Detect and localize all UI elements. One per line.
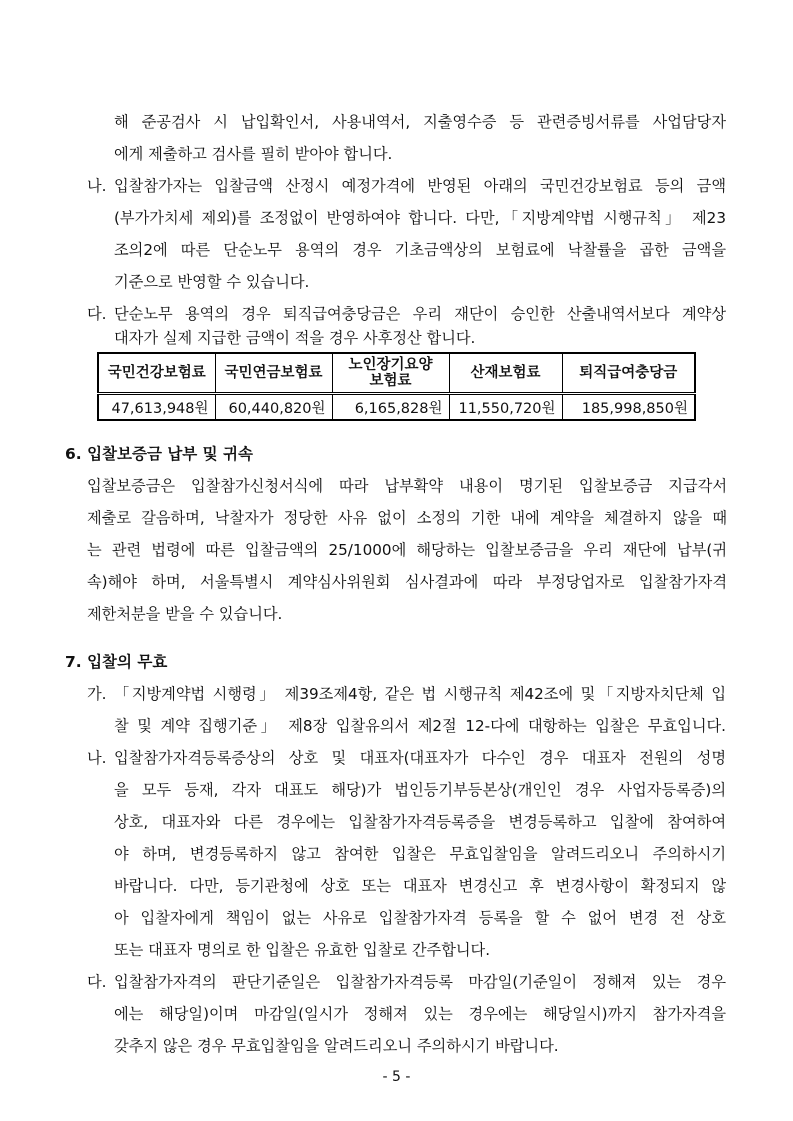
item-7-da-line-3: 갖추지 않은 경우 무효입찰임을 알려드리오니 주의하시기 바랍니다. bbox=[114, 1037, 559, 1055]
item-na-line-4: 기준으로 반영할 수 있습니다. bbox=[114, 273, 310, 291]
section-6-title: 6. 입찰보증금 납부 및 귀속 bbox=[65, 445, 253, 463]
header-health-insurance: 국민건강보험료 bbox=[98, 353, 215, 394]
item-da-line-2: 대자가 실제 지급한 금액이 적을 경우 사후정산 합니다. bbox=[114, 329, 476, 347]
item-7-na-line-6: 아 입찰자에게 책임이 없는 사유로 입찰참가자격 등록을 할 수 없어 변경 전 상호 bbox=[114, 909, 726, 927]
item-na-line-2: (부가가치세 제외)를 조정없이 반영하여야 합니다. 다만,「지방계약법 시행규칙」 제23 bbox=[114, 209, 726, 227]
item-da-line-1: 단순노무 용역의 경우 퇴직급여충당금은 우리 재단이 승인한 산출내역서보다 계약상 bbox=[114, 305, 726, 323]
section-6-line-4: 속)해야 하며, 서울특별시 계약심사위원회 심사결과에 따라 부정당업자로 입찰참가자격 bbox=[87, 573, 727, 591]
value-longterm-care-insurance: 6,165,828원 bbox=[332, 394, 449, 421]
item-7-na-line-7: 또는 대표자 명의로 한 입찰은 유효한 입찰로 간주합니다. bbox=[114, 941, 491, 959]
header-severance-reserve: 퇴직급여충당금 bbox=[562, 353, 695, 394]
fee-table-header-row bbox=[98, 353, 695, 394]
item-7-na-line-5: 바랍니다. 다만, 등기관청에 상호 또는 대표자 변경신고 후 변경사항이 확정되지 않 bbox=[114, 877, 726, 895]
intro-line-1: 해 준공검사 시 납입확인서, 사용내역서, 지출영수증 등 관련증빙서류를 사업담당자 bbox=[114, 113, 726, 131]
item-na-line-3: 조의2에 따른 단순노무 용역의 경우 기초금액상의 보험료에 낙찰률을 곱한 금액을 bbox=[114, 241, 726, 259]
section-6-line-3: 는 관련 법령에 따른 입찰금액의 25/1000에 해당하는 입찰보증금을 우리 재단에 납부(귀 bbox=[87, 541, 727, 559]
item-7-na-line-3: 상호, 대표자와 다른 경우에는 입찰참가자격등록증을 변경등록하고 입찰에 참여하여 bbox=[114, 813, 726, 831]
section-6-line-2: 제출로 갈음하며, 낙찰자가 정당한 사유 없이 소정의 기한 내에 계약을 체결하지 않을 때 bbox=[87, 509, 727, 527]
item-7-na-marker: 나. bbox=[87, 749, 107, 767]
page-number: - 5 - bbox=[382, 1069, 411, 1085]
item-7-na-line-4: 야 하며, 변경등록하지 않고 참여한 입찰은 무효입찰임을 알려드리오니 주의하시기 bbox=[114, 845, 726, 863]
header-longterm-care-line-1: 노인장기요양 bbox=[348, 357, 433, 373]
value-industrial-accident-insurance: 11,550,720원 bbox=[449, 394, 562, 421]
section-7-title: 7. 입찰의 무효 bbox=[65, 653, 168, 671]
item-7-da-marker: 다. bbox=[87, 973, 107, 991]
item-7-da-line-1: 입찰참가자격의 판단기준일은 입찰참가자격등록 마감일(기준일이 정해져 있는 경우 bbox=[114, 973, 726, 991]
section-6-line-1: 입찰보증금은 입찰참가신청서식에 따라 납부확약 내용이 명기된 입찰보증금 지급각서 bbox=[87, 477, 727, 495]
item-7-ga-line-1: 「지방계약법 시행령」 제39조제4항, 같은 법 시행규칙 제42조에 및「지방자치단체 입 bbox=[114, 685, 726, 703]
value-health-insurance: 47,613,948원 bbox=[98, 394, 215, 421]
item-7-na-line-2: 을 모두 등재, 각자 대표도 해당)가 법인등기부등본상(개인인 경우 사업자등록증)의 bbox=[114, 781, 726, 799]
value-pension-insurance: 60,440,820원 bbox=[215, 394, 332, 421]
header-longterm-care-insurance bbox=[332, 353, 449, 394]
item-na-line-1: 입찰참가자는 입찰금액 산정시 예정가격에 반영된 아래의 국민건강보험료 등의 금액 bbox=[114, 177, 726, 195]
item-7-na-line-1: 입찰참가자격등록증상의 상호 및 대표자(대표자가 다수인 경우 대표자 전원의 성명 bbox=[114, 749, 726, 767]
item-7-ga-line-2: 찰 및 계약 집행기준」 제8장 입찰유의서 제2절 12-다에 대항하는 입찰은 무효입니다. bbox=[114, 717, 726, 735]
header-longterm-care-line-2: 보험료 bbox=[369, 373, 412, 389]
item-na-marker: 나. bbox=[87, 177, 107, 195]
insurance-fee-table bbox=[97, 352, 696, 421]
section-6-line-5: 제한처분을 받을 수 있습니다. bbox=[87, 605, 283, 623]
item-da-marker: 다. bbox=[87, 305, 107, 323]
header-pension-insurance: 국민연금보험료 bbox=[215, 353, 332, 394]
item-7-ga-marker: 가. bbox=[87, 685, 107, 703]
fee-table-value-row bbox=[98, 394, 695, 421]
value-severance-reserve: 185,998,850원 bbox=[562, 394, 695, 421]
intro-line-2: 에게 제출하고 검사를 필히 받아야 합니다. bbox=[114, 145, 393, 163]
header-industrial-accident-insurance: 산재보험료 bbox=[449, 353, 562, 394]
item-7-da-line-2: 에는 해당일)이며 마감일(일시가 정해져 있는 경우에는 해당일시)까지 참가자격을 bbox=[114, 1005, 726, 1023]
